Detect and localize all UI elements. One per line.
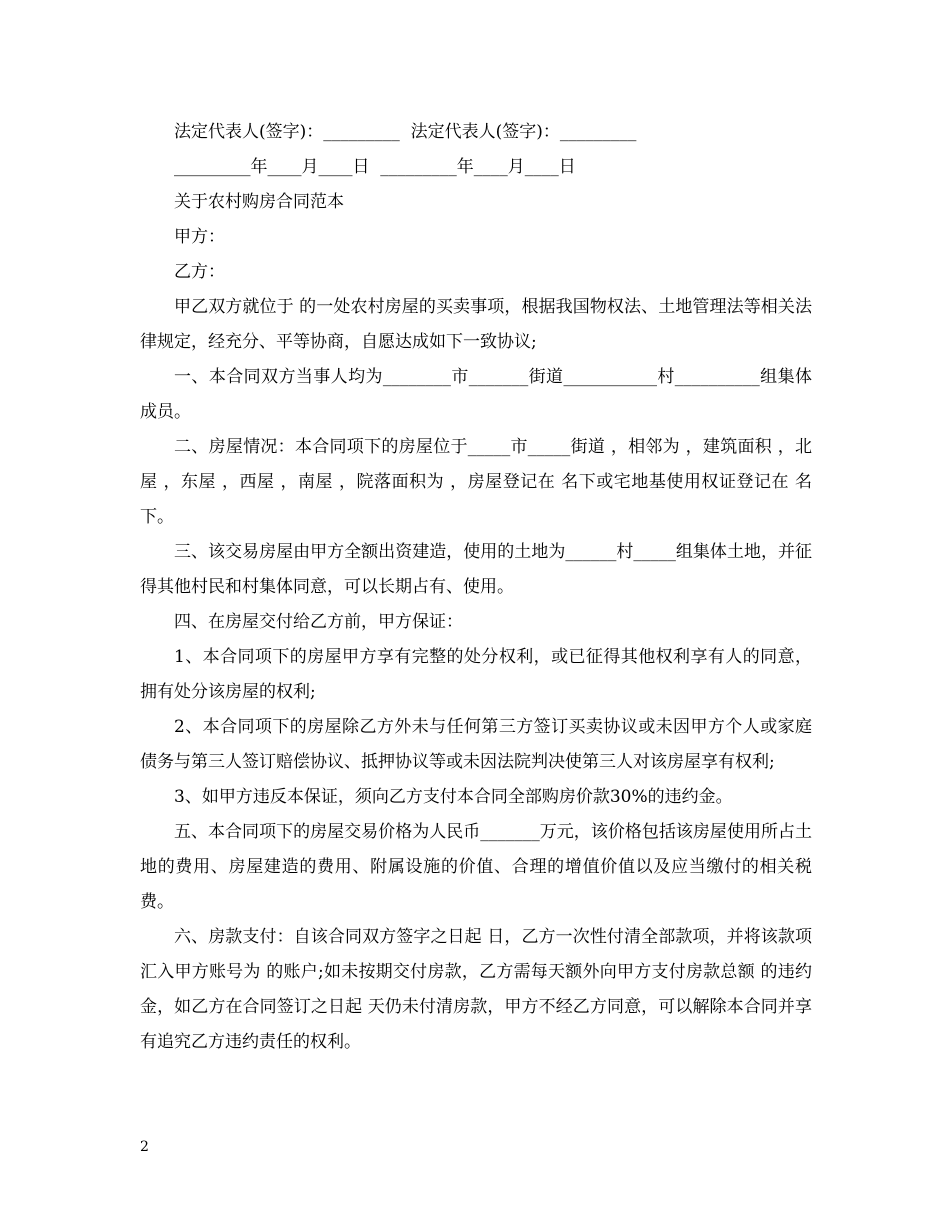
signature-line-representatives: 法定代表人(签字)：_________ 法定代表人(签字)：_________ [174,122,637,142]
paragraph-clause-5: 五、本合同项下的房屋交易价格为人民币_______万元，该价格包括该房屋使用所占土地的费用、房屋建造的费用、附属设施的价值、合理的增值价值以及应当缴付的相关税费。 [140,822,812,912]
paragraph-clause-4-item-1: 1、本合同项下的房屋甲方享有完整的处分权利，或已征得其他权利享有人的同意，拥有处分该房屋的权利; [140,647,812,702]
paragraph-clause-6: 六、房款支付：自该合同双方签字之日起 日，乙方一次性付清全部款项，并将该款项汇入甲方账号为 的账户;如未按期交付房款，乙方需每天额外向甲方支付房款总额 的违约金，如乙方在合同签订之日起 天仍未付清房款，甲方不经乙方同意，可以解除本合同并享有追究乙方违约责任的权利。 [140,927,812,1052]
document-title: 关于农村购房合同范本 [174,192,344,212]
party-a-label: 甲方： [174,227,225,247]
party-b-label: 乙方： [174,262,225,282]
paragraph-clause-4-item-3: 3、如甲方违反本保证，须向乙方支付本合同全部购房价款30%的违约金。 [174,787,733,807]
paragraph-clause-3: 三、该交易房屋由甲方全额出资建造，使用的土地为______村_____组集体土地，并征得其他村民和村集体同意，可以长期占有、使用。 [140,542,812,597]
paragraph-clause-1: 一、本合同双方当事人均为________市_______街道___________村__________组集体成员。 [140,367,812,422]
document-body [140,115,812,1060]
signature-line-dates: _________年____月____日 _________年____月____日 [174,157,576,177]
paragraph-clause-4-item-2: 2、本合同项下的房屋除乙方外未与任何第三方签订买卖协议或未因甲方个人或家庭债务与第三人签订赔偿协议、抵押协议等或未因法院判决使第三人对该房屋享有权利; [140,717,812,772]
paragraph-intro: 甲乙双方就位于 的一处农村房屋的买卖事项，根据我国物权法、土地管理法等相关法律规定，经充分、平等协商，自愿达成如下一致协议; [140,297,812,352]
paragraph-clause-4: 四、在房屋交付给乙方前，甲方保证： [174,612,463,632]
page-number: 2 [140,1139,149,1155]
paragraph-clause-2: 二、房屋情况：本合同项下的房屋位于_____市_____街道 ，相邻为 ，建筑面积 ，北屋 ，东屋 ，西屋 ，南屋 ，院落面积为 ，房屋登记在 名下或宅地基使用权证登记在 名下。 [140,437,812,527]
